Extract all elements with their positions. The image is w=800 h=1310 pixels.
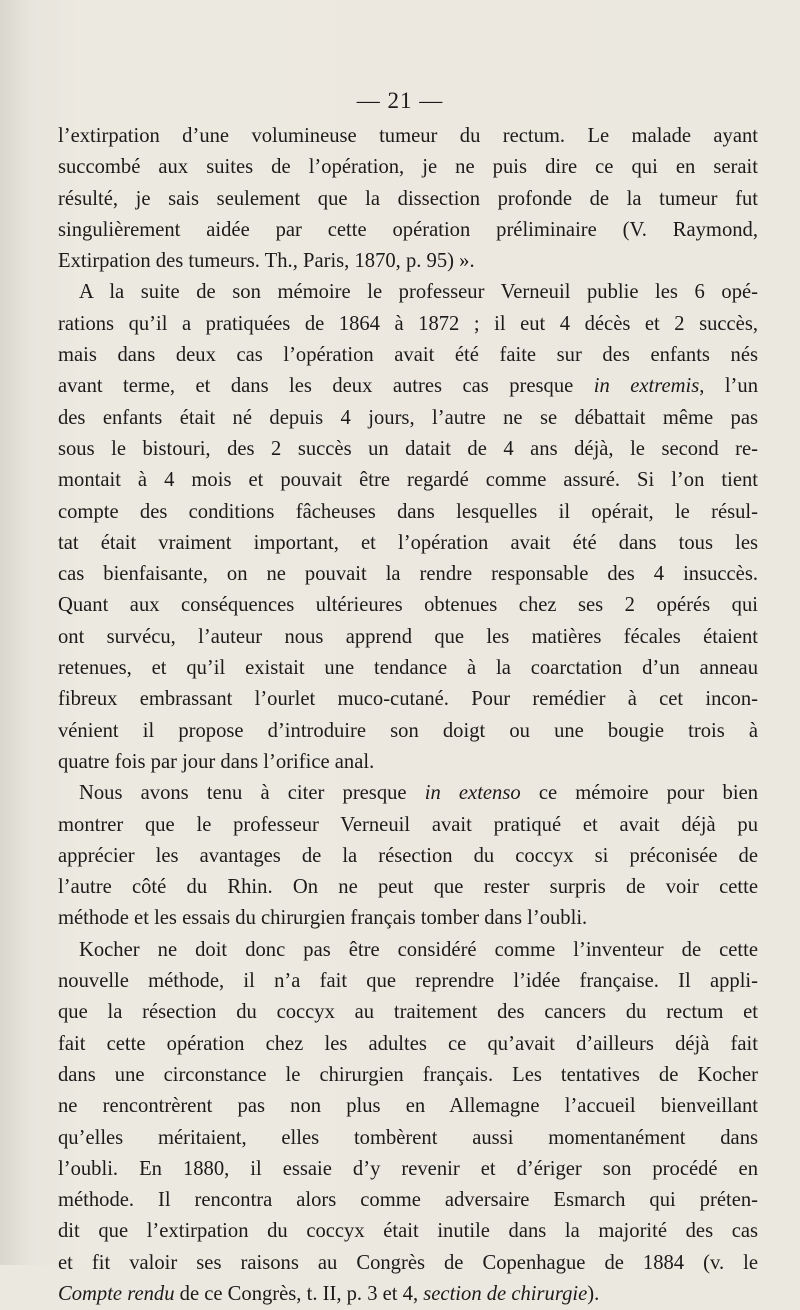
text-line: vénient il propose d’introduire son doigt ou une bougie trois à — [58, 719, 758, 742]
text-line: des enfants était né depuis 4 jours, l’autre ne se débattait même pas — [58, 406, 758, 429]
text-line: singulièrement aidée par cette opération préliminaire (V. Raymond, — [58, 218, 758, 241]
text-segment: avant terme, et dans les deux autres cas presque — [58, 375, 594, 398]
italic-phrase: in extremis — [593, 375, 700, 398]
text-segment: de ce Congrès, t. II, p. 3 et 4, — [174, 1282, 424, 1305]
text-line: méthode et les essais du chirurgien français tomber dans l’oubli. — [58, 907, 588, 930]
text-line: tat était vraiment important, et l’opération avait été dans tous les — [58, 531, 758, 554]
text-segment: ce mémoire pour bien — [520, 782, 759, 805]
text-line: cas bienfaisante, on ne pouvait la rendre responsable des 4 insuccès. — [58, 563, 758, 586]
text-line: rations qu’il a pratiquées de 1864 à 1872 ; il eut 4 décès et 2 succès, — [58, 312, 758, 335]
text-line: retenues, et qu’il existait une tendance à la coarctation d’un anneau — [58, 657, 758, 680]
text-line: dans une circonstance le chirurgien français. Les tentatives de Kocher — [58, 1063, 758, 1086]
text-line: résulté, je sais seulement que la dissection profonde de la tumeur fut — [58, 187, 758, 210]
text-line: A la suite de son mémoire le professeur Verneuil publie les 6 opé- — [79, 281, 758, 304]
text-line: que la résection du coccyx au traitement des cancers du rectum et — [58, 1001, 758, 1024]
text-line: succombé aux suites de l’opération, je ne puis dire ce qui en serait — [58, 156, 758, 179]
text-line: mais dans deux cas l’opération avait été faite sur des enfants nés — [58, 344, 758, 367]
text-line: et fit valoir ses raisons au Congrès de Copenhague de 1884 (v. le — [58, 1251, 758, 1274]
italic-phrase: section de chirurgie — [423, 1282, 588, 1305]
text-line: dit que l’extirpation du coccyx était inutile dans la majorité des cas — [58, 1220, 758, 1243]
text-line: Kocher ne doit donc pas être considéré comme l’inventeur de cette — [79, 938, 758, 961]
paragraph — [58, 935, 758, 1310]
text-line: ne rencontrèrent pas non plus en Allemagne l’accueil bienveillant — [58, 1095, 758, 1118]
text-line: ont survécu, l’auteur nous apprend que les matières fécales étaient — [58, 625, 758, 648]
text-line: Quant aux conséquences ultérieures obtenues chez ses 2 opérés qui — [58, 594, 758, 617]
paragraph — [58, 277, 758, 778]
italic-phrase: Compte rendu — [58, 1282, 175, 1305]
text-line: compte des conditions fâcheuses dans lesquelles il opérait, le résul- — [58, 500, 758, 523]
text-segment: ). — [587, 1282, 600, 1305]
text-line: fibreux embrassant l’ourlet muco-cutané. Pour remédier à cet incon- — [58, 688, 758, 711]
text-line: quatre fois par jour dans l’orifice anal. — [58, 750, 375, 773]
text-line: méthode. Il rencontra alors comme adversaire Esmarch qui préten- — [58, 1189, 758, 1212]
text-line: apprécier les avantages de la résection du coccyx si préconisée de — [58, 844, 758, 867]
paragraph — [58, 121, 758, 277]
text-line — [58, 371, 758, 402]
text-line: l’extirpation d’une volumineuse tumeur du rectum. Le malade ayant — [58, 125, 758, 147]
text-segment: Nous avons tenu à citer presque — [79, 782, 425, 805]
text-line: montait à 4 mois et pouvait être regardé comme assuré. Si l’on tient — [58, 469, 758, 492]
text-line — [58, 778, 758, 809]
paragraph — [58, 778, 758, 934]
text-line: Extirpation des tumeurs. Th., Paris, 1870, p. 95) ». — [58, 250, 475, 273]
italic-phrase: in extenso — [424, 782, 521, 805]
text-line: nouvelle méthode, il n’a fait que reprendre l’idée française. Il appli- — [58, 970, 758, 993]
text-line: qu’elles méritaient, elles tombèrent aussi momentanément dans — [58, 1126, 758, 1149]
text-line: l’oubli. En 1880, il essaie d’y revenir et d’ériger son procédé en — [58, 1157, 758, 1180]
text-line: montrer que le professeur Verneuil avait pratiqué et avait déjà pu — [58, 813, 758, 836]
text-segment: , l’un — [699, 375, 758, 398]
text-line: fait cette opération chez les adultes ce qu’avait d’ailleurs déjà fait — [58, 1032, 758, 1055]
body-text — [58, 121, 758, 1310]
page-number: — 21 — — [356, 88, 444, 113]
text-line: l’autre côté du Rhin. On ne peut que rester surpris de voir cette — [58, 876, 758, 899]
text-line — [58, 1279, 758, 1310]
text-line: sous le bistouri, des 2 succès un datait de 4 ans déjà, le second re- — [58, 437, 758, 460]
